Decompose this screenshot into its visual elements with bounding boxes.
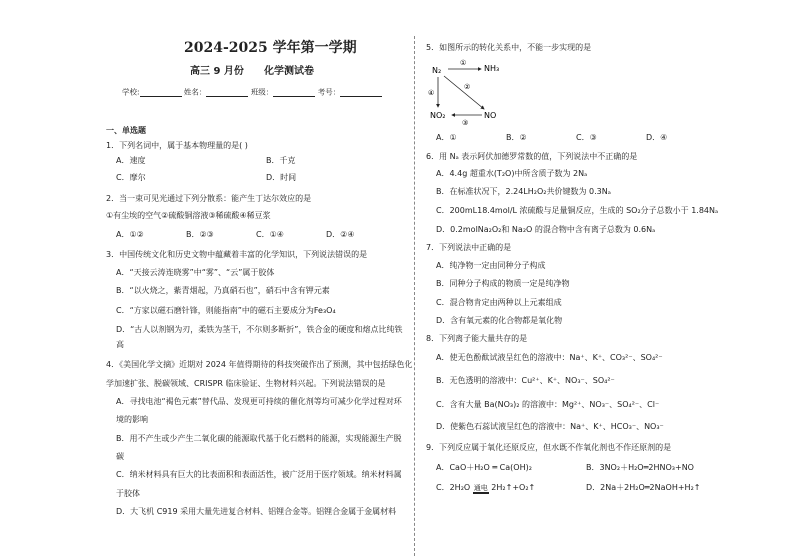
q6-option-a: A．4.4g 超重水(T₂O)中所含质子数为 2Nₐ: [436, 169, 588, 178]
q4-option-a-line2: 境的影响: [116, 415, 148, 424]
q5-option-b: B．②: [506, 133, 527, 142]
q3-option-c: C．“方家以磁石磨针锋，则能指南”中的磁石主要成分为Fe₃O₄: [116, 306, 336, 315]
q5-option-c: C．③: [576, 133, 597, 142]
school-label: 学校:: [122, 87, 140, 97]
column-divider: [414, 36, 415, 556]
class-blank[interactable]: [273, 88, 315, 97]
q1-option-c: C．摩尔: [116, 173, 146, 182]
arrow-label-2: ②: [464, 83, 471, 91]
q7-option-c: C．混合物肯定由两种以上元素组成: [436, 298, 562, 307]
info-line: [122, 88, 382, 97]
exam-subject: 化学测试卷: [264, 66, 314, 77]
q9-option-a: A．CaO＋H₂O ═ Ca(OH)₂: [436, 463, 532, 472]
exam-grade: 高三 9 月份: [190, 66, 244, 77]
q3-option-d-line1: D．“古人以剂钢为刃，柔铁为茎干，不尔则多断折”，铁合金的硬度和熔点比纯铁: [116, 325, 403, 334]
q9-stem: 9．下列反应属于氧化还原反应，但水既不作氧化剂也不作还原剂的是: [426, 443, 672, 452]
q9-c-condition: 通电: [473, 484, 489, 494]
arrow-label-4: ④: [428, 89, 435, 97]
q7-option-b: B．同种分子构成的物质一定是纯净物: [436, 279, 570, 288]
q5-option-d: D．④: [646, 133, 668, 142]
node-no2: NO₂: [430, 111, 446, 120]
arrow-2: [444, 76, 484, 109]
q1-option-a: A．速度: [116, 156, 146, 165]
q3-stem: 3．中国传统文化和历史文物中蕴藏着丰富的化学知识，下列说法错误的是: [106, 250, 368, 259]
q7-option-a: A．纯净物一定由同种分子构成: [436, 261, 546, 270]
q8-option-d: D．使紫色石蕊试液呈红色的溶液中：Na⁺、K⁺、HCO₃⁻、NO₃⁻: [436, 422, 664, 431]
name-label: 姓名：: [183, 87, 207, 97]
id-label: 考号：: [317, 87, 341, 97]
q8-option-b: B．无色透明的溶液中：Cu²⁺、K⁺、NO₃⁻、SO₄²⁻: [436, 376, 615, 385]
q4-option-c-line2: 于胶体: [116, 489, 140, 498]
q8-option-a: A．使无色酚酞试液呈红色的溶液中：Na⁺、K⁺、CO₃²⁻、SO₄²⁻: [436, 353, 663, 362]
q6-option-b: B．在标准状况下，2.24LH₂O₂共价键数为 0.3Nₐ: [436, 187, 611, 196]
q1-option-d: D．时间: [266, 173, 297, 182]
q3-option-a: A．“天接云涛连晓雾”中“雾”、“云”属于胶体: [116, 268, 275, 277]
q9-c-product: 2H₂↑+O₂↑: [491, 483, 536, 492]
q1-stem: 1．下列名词中，属于基本物理量的是( ): [106, 141, 248, 150]
node-no: NO: [484, 111, 497, 120]
q2-option-b: B．②③: [186, 230, 214, 239]
q2-option-c: C．①④: [256, 230, 284, 239]
id-blank[interactable]: [340, 88, 382, 97]
q6-option-d: D．0.2molNa₂O₂和 Na₂O 的混合物中含有离子总数为 0.6Nₐ: [436, 225, 656, 234]
conversion-diagram: [426, 56, 526, 126]
name-blank[interactable]: [206, 88, 248, 97]
q5-stem: 5．如图所示的转化关系中，不能一步实现的是: [426, 43, 592, 52]
q2-option-a: A．①②: [116, 230, 144, 239]
q9-c-reactant: C．2H₂O: [436, 483, 471, 492]
q4-stem-line2: 学加速扩张、脱碳领域、CRISPR 临床验证、生物材料兴起。下列说法错误的是: [106, 379, 386, 388]
q8-option-c: C．含有大量 Ba(NO₃)₂ 的溶液中：Mg²⁺、NO₃⁻、SO₄²⁻、Cl⁻: [436, 400, 660, 409]
q6-stem: 6．用 Nₐ 表示阿伏加德罗常数的值，下列说法中不正确的是: [426, 152, 638, 161]
q2-stem: 2．当一束可见光通过下列分散系：能产生丁达尔效应的是: [106, 194, 312, 203]
q1-option-b: B．千克: [266, 156, 296, 165]
q4-option-b-line1: B．用不产生或少产生二氧化碳的能源取代基于化石燃料的能源，实现能源生产脱: [116, 434, 402, 443]
q5-option-a: A．①: [436, 133, 457, 142]
q2-option-d: D．②④: [326, 230, 355, 239]
q3-option-b: B．“以火烧之，紫青烟起，乃真硝石也”，硝石中含有钾元素: [116, 286, 330, 295]
exam-title: 2024-2025 学年第一学期: [184, 40, 357, 56]
q7-option-d: D．含有氧元素的化合物都是氧化物: [436, 316, 563, 325]
q2-items: ①有尘埃的空气②硫酸铜溶液③稀硫酸④稀豆浆: [106, 211, 271, 220]
q4-option-d-line1: D．大飞机 C919 采用大量先进复合材料、铝锂合金等。铝锂合金属于金属材料: [116, 507, 397, 516]
node-n2: N₂: [432, 66, 442, 75]
class-label: 班级：: [250, 87, 274, 97]
q9-option-b: B．3NO₂＋H₂O═2HNO₃+NO: [586, 463, 694, 472]
q9-option-d: D．2Na＋2H₂O═2NaOH+H₂↑: [586, 483, 701, 492]
q4-option-c-line1: C．纳米材料具有巨大的比表面积和表面活性，被广泛用于医疗领域。纳米材料属: [116, 470, 402, 479]
q6-option-c: C．200mL18.4mol/L 浓硫酸与足量铜反应，生成的 SO₂分子总数小于 1.84Nₐ: [436, 206, 719, 215]
q7-stem: 7．下列说法中正确的是: [426, 243, 512, 252]
school-blank[interactable]: [140, 88, 182, 97]
node-nh3: NH₃: [484, 64, 500, 73]
q4-stem-line1: 4．《美国化学文摘》近期对 2024 年值得期待的科技突破作出了预测，其中包括绿色化: [106, 360, 413, 369]
q3-option-d-line2: 高: [116, 340, 124, 349]
q4-option-b-line2: 碳: [116, 452, 124, 461]
q4-option-a-line1: A．寻找电池“褐色元素”替代品、发现更可持续的催化剂等均可减少化学过程对环: [116, 397, 402, 406]
q9-option-c: [436, 483, 535, 494]
arrow-label-1: ①: [460, 59, 467, 67]
arrow-label-3: ③: [462, 119, 469, 126]
section-heading: 一、单选题: [106, 126, 146, 135]
q8-stem: 8．下列离子能大量共存的是: [426, 334, 528, 343]
